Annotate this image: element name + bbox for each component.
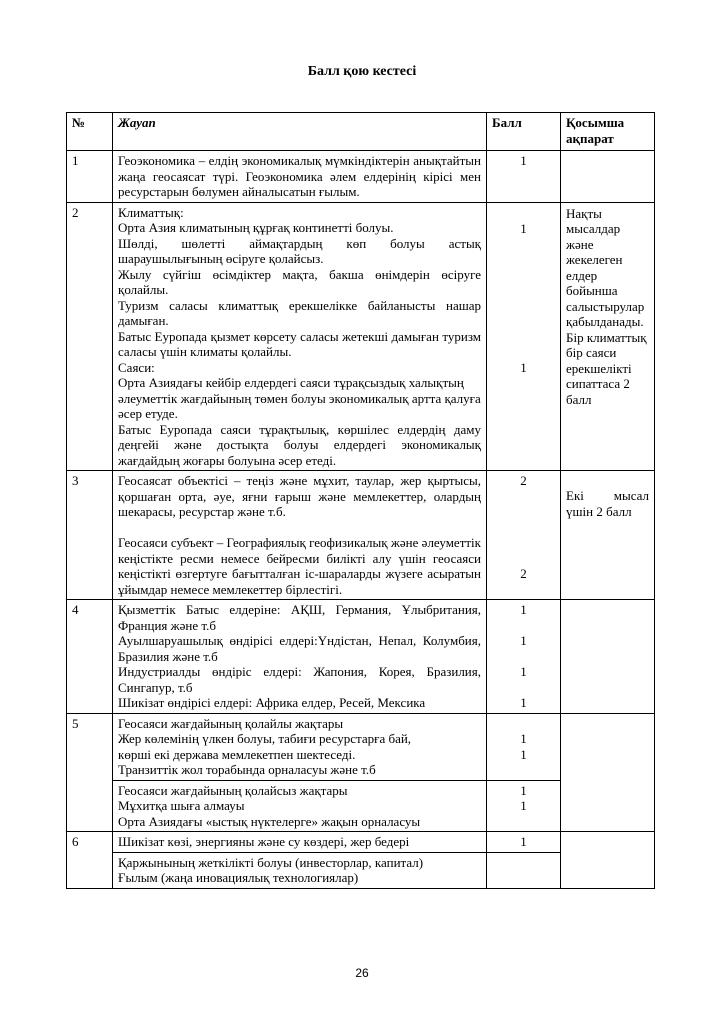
header-extra: Қосымша ақпарат — [561, 113, 655, 151]
answer-line: көрші екі держава мемлекетпен шектеседі. — [118, 746, 356, 762]
answer-item: Қызметтік Батыс елдеріне: АҚШ, Германия, Ұлыбритания, Франция және т.б — [118, 602, 481, 633]
score-value: 1 — [520, 220, 527, 236]
extra-note: Нақты мысалдар және жекелеген елдер бойынша салыстырулар қабылданады. Бір климаттық бір саяси ерекшелікті сипаттаса 2 балл — [561, 202, 655, 471]
answer-line: Шикізат көзі, энергияны және су көздері, жер бедері — [113, 832, 487, 853]
score-value: 1 — [520, 633, 527, 648]
table-row — [67, 600, 655, 714]
answer-line: Қаржынының жеткілікті болуы (инвесторлар, капитал) — [118, 854, 424, 870]
answer-cell — [113, 713, 487, 780]
extra-cell — [561, 471, 655, 600]
table-header-row — [67, 113, 655, 151]
answer-item: Шикізат өндірісі елдері: Африка елдер, Ресей, Мексика — [118, 695, 426, 710]
table-row — [67, 471, 655, 600]
table-row — [67, 151, 655, 203]
score-value: 1 — [520, 731, 527, 746]
row-number: 2 — [67, 202, 113, 471]
table-row — [67, 713, 655, 780]
answer-text: Геоэкономика – елдің экономикалық мүмкіндіктерін анықтайтын жаңа геосаясат түрі. Геоэкономика әлем елдерінің кірісі мен ресурстарын бөлумен айналысатын ғылым. — [113, 151, 487, 203]
answer-line: Шөлді, шөлетті аймақтардың көп болуы астық шараушылығының өсіруге қолайсыз. — [118, 235, 481, 266]
row-number: 1 — [67, 151, 113, 203]
answer-line: Ғылым (жаңа иновациялық технологиялар) — [118, 870, 359, 885]
answer-line: Климаттық: — [118, 204, 184, 220]
row-number: 3 — [67, 471, 113, 600]
page-title: Балл қою кестесі — [307, 64, 417, 79]
extra-cell — [561, 600, 655, 714]
row-number: 5 — [67, 713, 113, 832]
answer-line: Саяси: — [118, 359, 155, 375]
header-score: Балл — [487, 113, 561, 151]
score-value: 2 — [520, 565, 527, 581]
row-number: 4 — [67, 600, 113, 714]
answer-paragraph: Геосаяси субъект – Географиялық геофизикалық және әлеуметтік кеңістікте ресми немесе бейресми билікті алу үшін геосаяси кеңістікті өзгертуге бағытталған іс-шараларды жүзеге асыратын ұйымдар немесе мемлекеттер бірлестігі. — [118, 535, 481, 597]
score-cell — [487, 852, 561, 888]
score-cell — [487, 713, 561, 780]
answer-cell — [113, 202, 487, 471]
answer-cell — [113, 780, 487, 832]
spacer — [118, 520, 481, 536]
answer-line: Батыс Еуропада қызмет көрсету саласы жетекші дамыған туризм саласы үшін климаты қолайлы. — [118, 328, 481, 359]
answer-line: Транзиттік жол торабында орналасуы және т.б — [118, 762, 376, 777]
extra-note: Екі мысал үшін 2 балл — [566, 488, 649, 519]
score-cell — [487, 202, 561, 471]
answer-cell — [113, 852, 487, 888]
score-value: 1 — [520, 782, 527, 798]
score-cell — [487, 471, 561, 600]
answer-item: Ауылшаруашылық өндірісі елдері:Үндістан, Непал, Колумбия, Бразилия және т.б — [118, 633, 481, 664]
score-cell — [487, 780, 561, 832]
header-num: № — [67, 113, 113, 151]
answer-line: Жылу сүйгіш өсімдіктер мақта, бакша өнімдерін өсіруге қолайлы. — [118, 266, 481, 297]
answer-cell — [113, 600, 487, 714]
answer-subtitle: Геосаяси жағдайының қолайлы жақтары — [118, 715, 344, 731]
extra-cell — [561, 832, 655, 889]
answer-line: Орта Азиядағы «ыстық нүктелерге» жақын орналасуы — [118, 813, 421, 829]
scoring-table — [66, 112, 655, 889]
answer-cell — [113, 471, 487, 600]
answer-line: Туризм саласы климаттық ерекшелікке байланысты нашар дамыған. — [118, 297, 481, 328]
answer-line: Орта Азиядағы кейбір елдердегі саяси тұрақсыздық халықтың әлеуметтік жағдайының төмен болуы экономикалық артта қалуға әсер етуде. — [118, 375, 481, 421]
table-row — [67, 832, 655, 853]
answer-paragraph: Геосаясат объектісі – теңіз және мұхит, таулар, жер қыртысы, қоршаған орта, әуе, яғни ғарыш және мемлекеттер, олардың шекарасы, ресурстар және т.б. — [118, 473, 481, 519]
extra-cell — [561, 151, 655, 203]
answer-subtitle: Геосаяси жағдайының қолайсыз жақтары — [118, 782, 348, 798]
score-value: 1 — [520, 664, 527, 679]
score-value: 1 — [487, 832, 561, 853]
score-value: 1 — [487, 151, 561, 203]
score-value: 1 — [520, 695, 527, 710]
answer-line: Мұхитқа шыға алмауы — [118, 798, 245, 813]
answer-line: Батыс Еуропада саяси тұрақтылық, көршілес елдердің даму деңгейі және достықта болуы елдердегі экономикалық жағдайдың жоғары болуына әсер етеді. — [118, 421, 481, 468]
score-value: 1 — [520, 360, 527, 375]
answer-item: Индустриалды өндіріс елдері: Жапония, Корея, Бразилия, Сингапур, т.б — [118, 664, 481, 695]
answer-line: Жер көлемінің үлкен болуы, табиғи ресурстарға бай, — [118, 731, 412, 746]
header-answer: Жауап — [113, 113, 487, 151]
extra-cell — [561, 713, 655, 832]
table-row — [67, 202, 655, 471]
answer-line: Орта Азия климатының құрғақ континетті болуы. — [118, 220, 394, 235]
score-value: 1 — [520, 798, 527, 813]
score-value: 1 — [520, 746, 527, 762]
score-cell — [487, 600, 561, 714]
score-value: 1 — [520, 602, 527, 617]
page-number: 26 — [355, 966, 369, 980]
row-number: 6 — [67, 832, 113, 889]
score-value: 2 — [520, 473, 527, 488]
